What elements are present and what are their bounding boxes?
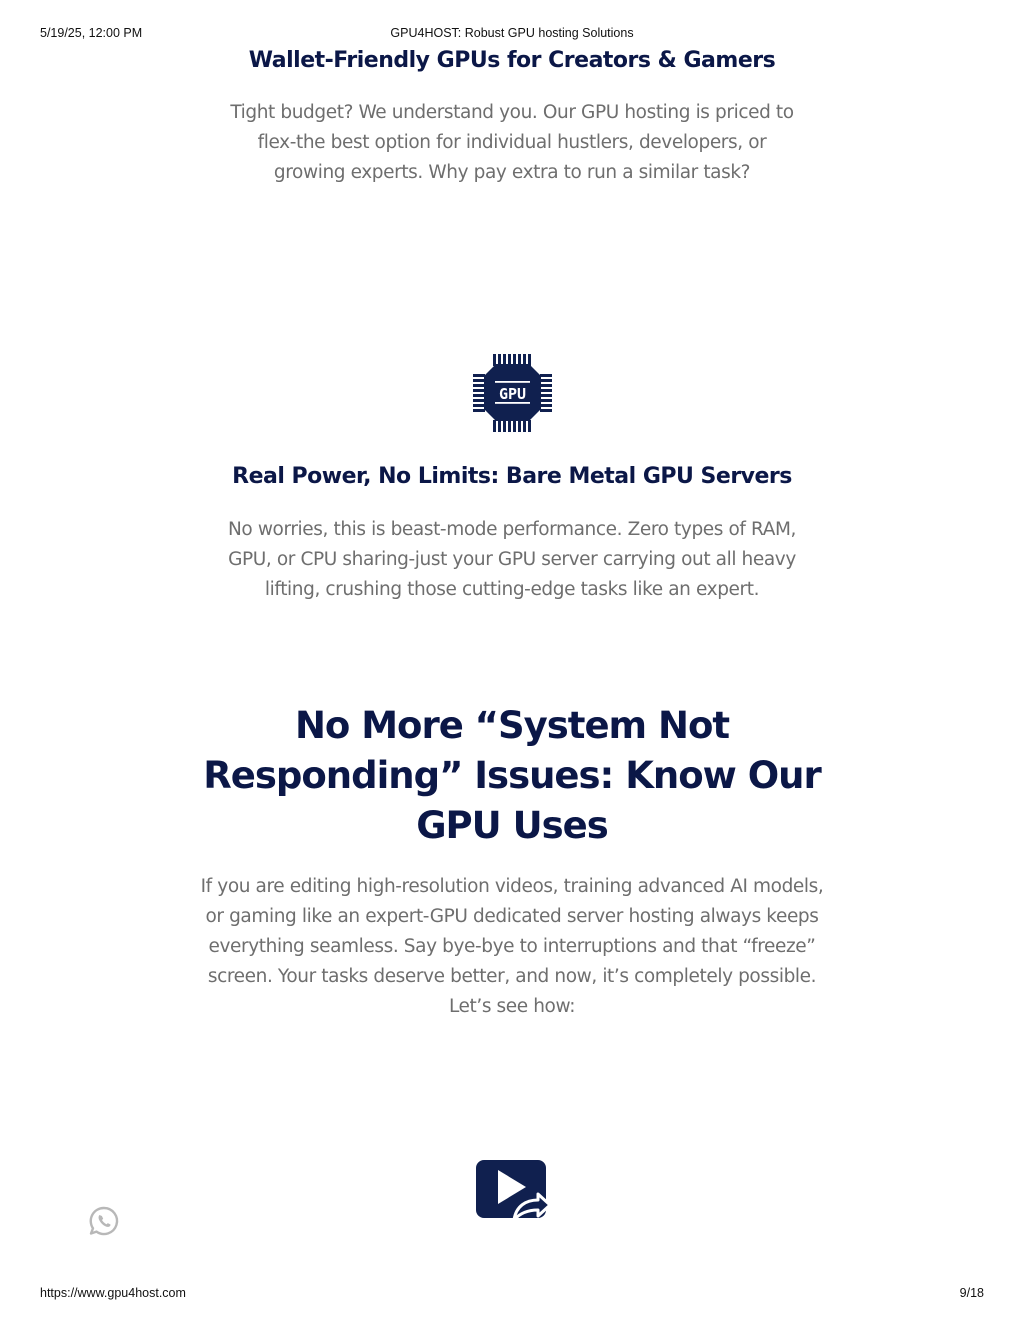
gpu-uses-line-5: Let’s see how: [448,996,576,1017]
wallet-friendly-title: Wallet-Friendly GPUs for Creators & Gamers [248,48,776,73]
print-header [0,26,1024,42]
whatsapp-icon[interactable] [88,1205,120,1237]
gpu-uses-heading-line-3: GPU Uses [416,804,608,847]
gpu-uses-heading [0,701,1024,851]
wallet-line-1: Tight budget? We understand you. Our GPU hosting is priced to [230,102,794,123]
bare-metal-title: Real Power, No Limits: Bare Metal GPU Servers [232,464,792,489]
gpu-chip-icon [472,352,554,434]
gpu-uses-heading-line-1: No More “System Not [294,704,730,747]
wallet-line-2: flex-the best option for individual hustlers, developers, or [257,132,767,153]
print-page-number: 9/18 [959,1286,984,1300]
bare-metal-line-2: GPU, or CPU sharing-just your GPU server carrying out all heavy [228,549,796,570]
bare-metal-description [172,515,852,605]
video-share-icon [474,1158,552,1224]
bare-metal-line-1: No worries, this is beast-mode performance. Zero types of RAM, [227,519,797,540]
wallet-friendly-description [172,98,852,188]
gpu-uses-line-1: If you are editing high-resolution videos, training advanced AI models, [200,876,824,897]
bare-metal-line-3: lifting, crushing those cutting-edge tasks like an expert. [264,579,760,600]
gpu-uses-line-4: screen. Your tasks deserve better, and now, it’s completely possible. [207,966,817,987]
gpu-chip-label: GPU [498,385,527,403]
print-datetime: 5/19/25, 12:00 PM [40,26,143,40]
gpu-uses-heading-line-2: Responding” Issues: Know Our [203,754,821,797]
wallet-line-3: growing experts. Why pay extra to run a similar task? [273,162,751,183]
gpu-uses-description [152,872,872,1022]
print-url: https://www.gpu4host.com [40,1286,186,1300]
gpu-uses-line-2: or gaming like an expert-GPU dedicated server hosting always keeps [205,906,819,927]
print-footer [0,1286,1024,1302]
gpu-uses-line-3: everything seamless. Say bye-bye to interruptions and that “freeze” [208,936,816,957]
print-page-title: GPU4HOST: Robust GPU hosting Solutions [390,26,634,40]
